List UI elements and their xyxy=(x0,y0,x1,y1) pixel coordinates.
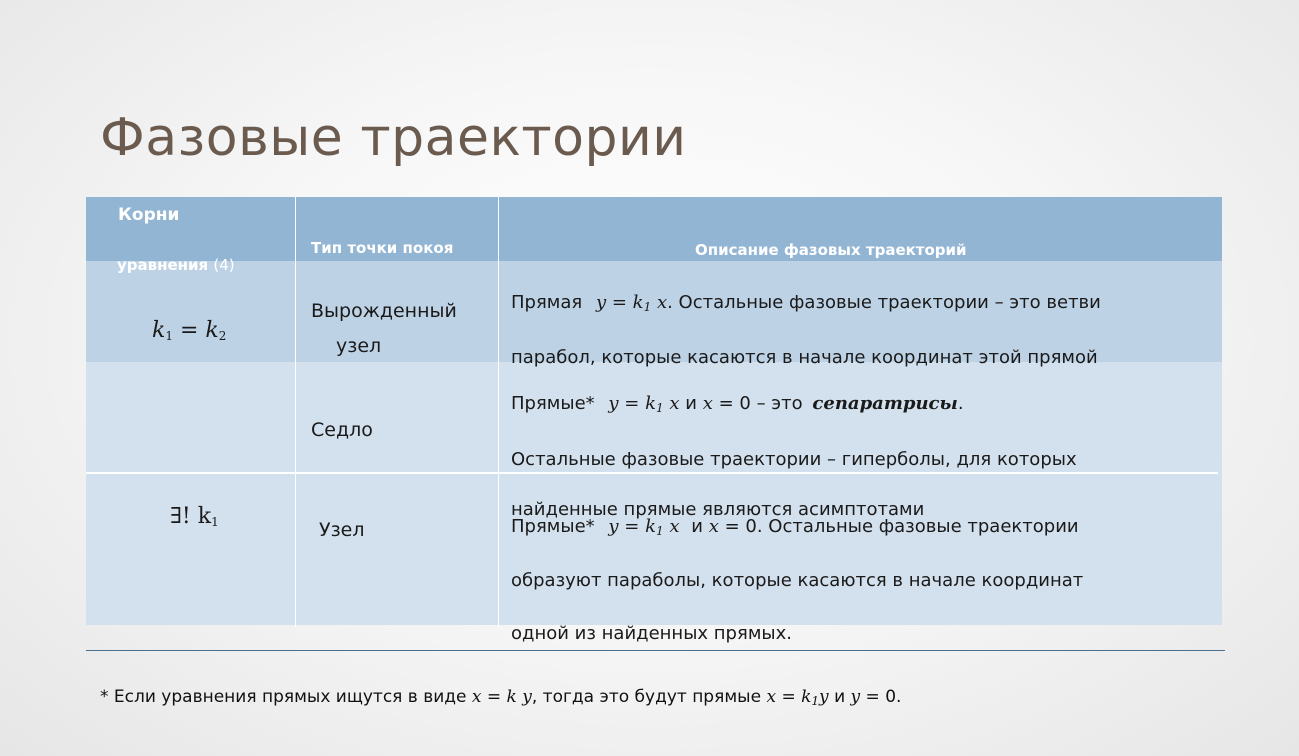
header-roots-eq-num: (4) xyxy=(213,256,235,274)
row1-desc-line2: парабол, которые касаются в начале координат этой прямой xyxy=(511,347,1098,368)
k-symbol: k xyxy=(205,318,219,343)
text: и xyxy=(834,687,846,707)
text: = 0. Остальные фазовые траектории xyxy=(724,516,1079,537)
header-roots-line1: Корни xyxy=(118,205,180,225)
column-divider xyxy=(295,197,296,627)
header-roots-text: уравнения xyxy=(117,256,209,274)
row1-roots xyxy=(152,318,226,343)
row3-roots xyxy=(170,504,219,529)
row3-desc-line2: образуют параболы, которые касаются в начале координат xyxy=(511,570,1084,591)
header-type: Тип точки покоя xyxy=(311,239,454,257)
subscript: 1 xyxy=(211,515,219,529)
footnote xyxy=(100,687,901,708)
subscript: 1 xyxy=(656,524,664,538)
table-header-band xyxy=(86,197,1222,261)
text: * Если уравнения прямых ищутся в виде xyxy=(100,687,467,707)
text: Прямые* xyxy=(511,516,595,537)
row2-type: Седло xyxy=(311,419,373,441)
math: x xyxy=(702,393,713,414)
row1-type-line2: узел xyxy=(336,335,382,357)
exists-unique: ∃! k xyxy=(170,504,212,529)
subscript: 1 xyxy=(165,329,173,343)
text: Прямые* xyxy=(511,393,595,414)
subscript: 1 xyxy=(656,401,664,415)
row2-desc-line3: найденные прямые являются асимптотами xyxy=(511,499,925,520)
math: y = k xyxy=(608,516,656,537)
math: y = k xyxy=(608,393,656,414)
column-divider xyxy=(498,197,499,627)
math: y = k xyxy=(595,292,644,313)
row1-desc-line1 xyxy=(511,292,1101,314)
math: y xyxy=(819,687,829,707)
row3-desc-line1 xyxy=(511,516,1079,538)
math: x xyxy=(669,516,680,537)
text: и xyxy=(685,393,697,414)
k-symbol: k xyxy=(152,318,166,343)
row1-type-line1: Вырожденный xyxy=(311,300,457,322)
text: , тогда это будут прямые xyxy=(531,687,762,707)
text: = 0. xyxy=(865,687,902,707)
text: . Остальные фазовые траектории – это ветви xyxy=(667,292,1101,313)
table-row-band-3 xyxy=(86,470,1222,625)
row2-desc-line1 xyxy=(511,393,964,415)
math: x xyxy=(656,292,668,313)
subscript: 1 xyxy=(643,300,652,314)
text: и xyxy=(691,516,703,537)
separatrix-term: сепаратрисы xyxy=(812,393,958,414)
row2-desc-line2: Остальные фазовые траектории – гиперболы, для которых xyxy=(511,449,1077,470)
page-title: Фазовые траектории xyxy=(100,108,687,168)
row3-desc-line3: одной из найденных прямых. xyxy=(511,623,792,644)
text: Прямая xyxy=(511,292,583,313)
math: y xyxy=(850,687,861,707)
math: x = k xyxy=(766,687,812,707)
row-divider xyxy=(86,472,1218,474)
text: . xyxy=(957,393,964,414)
math: x xyxy=(708,516,719,537)
text: = 0 – это xyxy=(718,393,803,414)
divider xyxy=(86,650,1225,651)
header-description: Описание фазовых траекторий xyxy=(695,241,967,259)
math: x = k y xyxy=(471,687,532,707)
equals: = xyxy=(179,318,199,343)
row3-type: Узел xyxy=(319,519,365,541)
subscript: 1 xyxy=(811,694,820,708)
subscript: 2 xyxy=(218,329,227,343)
header-roots-line2 xyxy=(117,256,235,274)
math: x xyxy=(669,393,680,414)
